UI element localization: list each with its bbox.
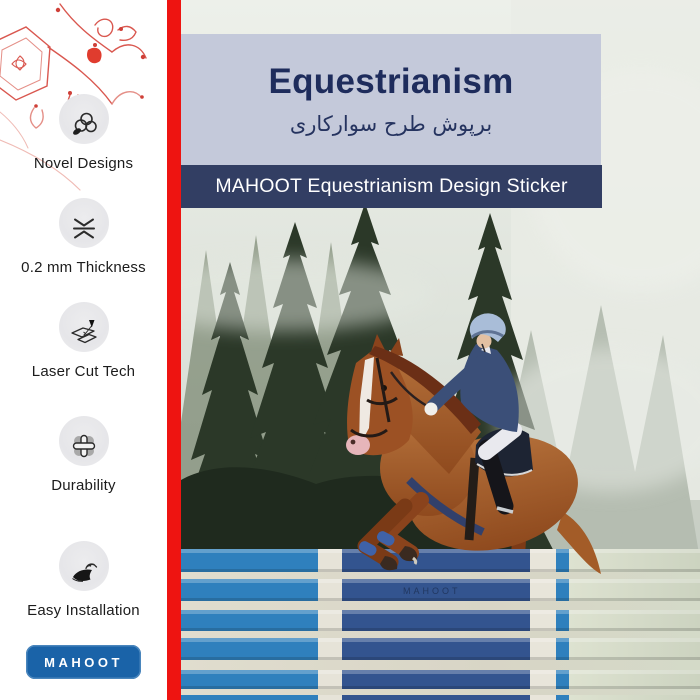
feature-novel-designs [0, 94, 167, 172]
banner-text: MAHOOT Equestrianism Design Sticker [215, 175, 568, 197]
laser-cut-icon [59, 302, 109, 352]
feature-laser-cut [0, 302, 167, 380]
feature-durability [0, 416, 167, 494]
thickness-icon [59, 198, 109, 248]
durability-icon [59, 416, 109, 466]
easy-installation-icon [59, 541, 109, 591]
product-title: Equestrianism [268, 61, 514, 101]
feature-label: Easy Installation [27, 602, 140, 619]
sidebar [0, 0, 167, 700]
feature-thickness [0, 198, 167, 276]
jump-rails [181, 549, 700, 700]
title-card [181, 34, 601, 165]
feature-label: Laser Cut Tech [31, 363, 136, 380]
logo-text: MAHOOT [44, 654, 123, 670]
feature-label: 0.2 mm Thickness [21, 259, 146, 276]
feature-easy-installation [0, 541, 167, 619]
watermark-text: MAHOOT [403, 586, 461, 596]
red-divider [167, 0, 181, 700]
product-subtitle-farsi: برپوش طرح سوارکاری [289, 111, 493, 136]
solid-petal [87, 48, 102, 63]
novel-designs-icon [59, 94, 109, 144]
product-banner [181, 165, 602, 208]
hero-photo [181, 0, 700, 700]
feature-label: Novel Designs [33, 155, 134, 172]
feature-label: Durability [51, 477, 116, 494]
mahoot-logo [26, 645, 141, 679]
